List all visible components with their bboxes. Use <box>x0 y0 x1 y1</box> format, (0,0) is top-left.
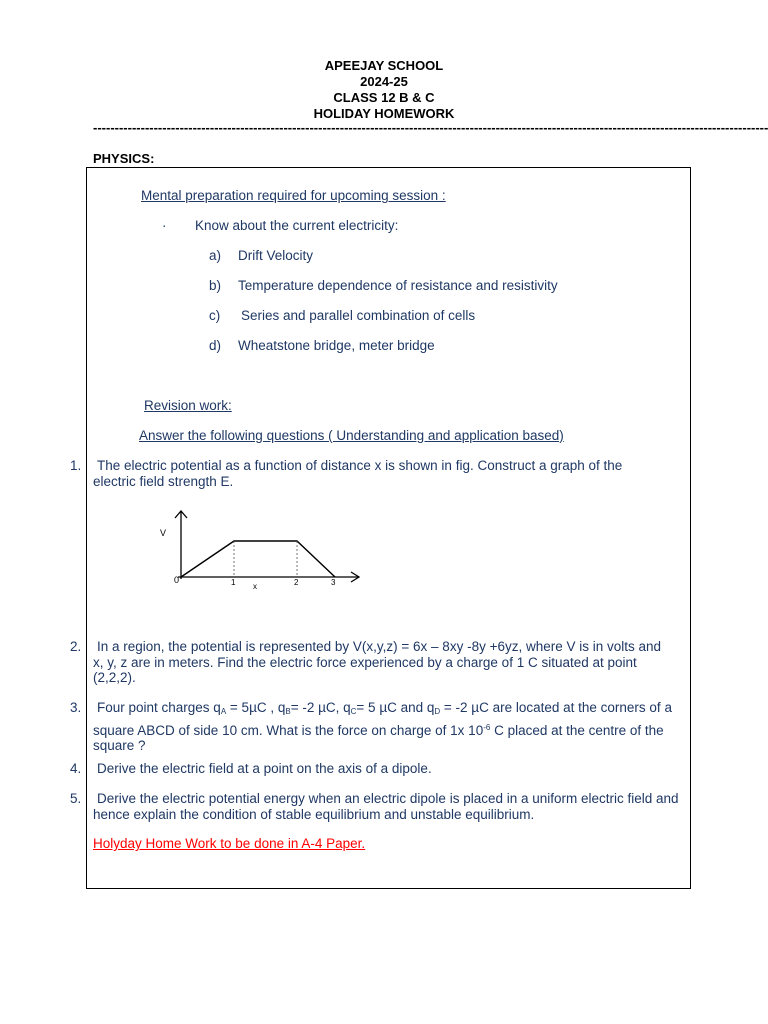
subject-heading: PHYSICS: <box>93 151 155 166</box>
bullet-mark: · <box>162 218 167 233</box>
question-text: Derive the electric field at a point on the axis of a dipole. <box>97 761 432 776</box>
question-number: 3. <box>70 700 82 715</box>
potential-graph <box>150 503 380 595</box>
tick-label: 3 <box>331 578 336 587</box>
question-number: 2. <box>70 639 82 654</box>
document-title: HOLIDAY HOMEWORK <box>313 106 455 121</box>
potential-curve <box>181 541 335 577</box>
question-number: 5. <box>70 791 82 806</box>
y-axis-label: V <box>160 528 167 538</box>
item-text: Drift Velocity <box>238 248 314 263</box>
item-label: a) <box>209 248 222 263</box>
submission-note: Holyday Home Work to be done in A-4 Paper. <box>93 836 366 851</box>
separator-line: ------------------------------------------------------------------------------------------------------------------------------------------------------------ <box>93 120 768 135</box>
bullet-text: Know about the current electricity: <box>195 218 399 233</box>
academic-year: 2024-25 <box>360 74 408 89</box>
tick-label: 2 <box>294 578 299 587</box>
item-label: b) <box>209 278 222 293</box>
class-name: CLASS 12 B & C <box>333 90 435 105</box>
tick-label: 1 <box>231 578 236 587</box>
question-text: The electric potential as a function of distance x is shown in fig. Construct a graph of the electric field strength E. <box>93 458 623 489</box>
revision-instruction: Answer the following questions ( Understanding and application based) <box>139 428 564 443</box>
revision-heading: Revision work: <box>144 398 232 413</box>
question-number: 1. <box>70 458 82 473</box>
question-number: 4. <box>70 761 82 776</box>
x-axis-label: x <box>253 582 257 591</box>
question-text: In a region, the potential is represented by V(x,y,z) = 6x – 8xy -8y +6yz, where V is in volts and x, y, z are in meters. Find the electric force experienced by a charge of 1 C situated at point (2,2,2). <box>93 639 662 685</box>
question-text: Derive the electric potential energy when an electric dipole is placed in a uniform electric field and hence explain the condition of stable equilibrium and unstable equilibrium. <box>93 791 679 822</box>
item-text: Temperature dependence of resistance and resistivity <box>238 278 558 293</box>
item-text: Wheatstone bridge, meter bridge <box>238 338 435 353</box>
item-label: d) <box>209 338 222 353</box>
item-label: c) <box>209 308 221 323</box>
item-text: Series and parallel combination of cells <box>241 308 476 323</box>
school-name: APEEJAY SCHOOL <box>324 58 444 73</box>
question-text: Four point charges $q_A = 5\mu C$ , $q_B= -2$ µC, $q_C= 5$ µC and $q_D = -2$ µC are located at the corners of a square ABCD of side 10 cm. What is the force on charge of 1x $10^{-6}$ C placed at the centre of the square ? <box>93 700 672 753</box>
tick-label: 0 <box>174 575 180 585</box>
mental-prep-heading: Mental preparation required for upcoming session : <box>141 188 446 203</box>
